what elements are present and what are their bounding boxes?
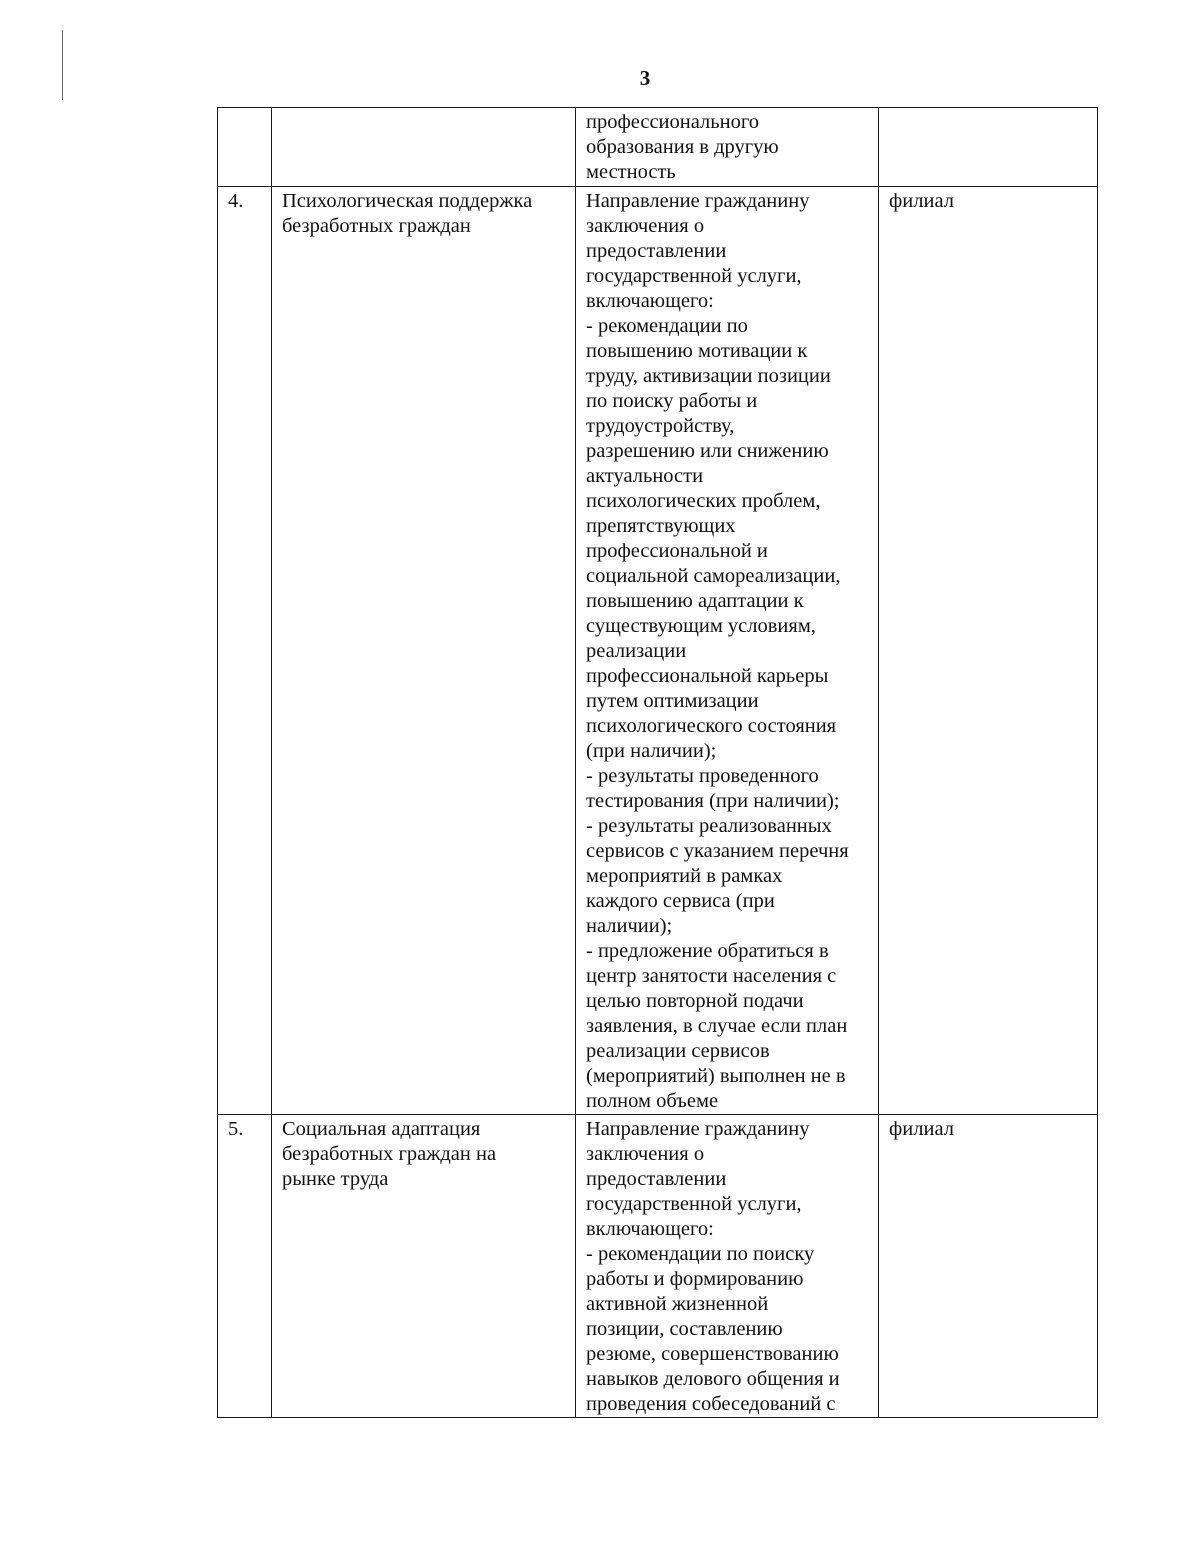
- text-line: профессиональной и: [586, 540, 768, 562]
- text-line: резюме, совершенствованию: [586, 1343, 839, 1365]
- text-line: (мероприятий) выполнен не в: [586, 1065, 846, 1087]
- text-line: включающего:: [586, 1218, 714, 1240]
- text-line: разрешению или снижению: [586, 440, 829, 462]
- text-line: путем оптимизации: [586, 690, 759, 712]
- text-line: повышению мотивации к: [586, 340, 808, 362]
- text-line: мероприятий в рамках: [586, 865, 783, 887]
- text-line: заключения о: [586, 1143, 705, 1165]
- executor-cell: филиал: [879, 187, 1098, 1115]
- text-line: навыков делового общения и: [586, 1368, 840, 1390]
- executor-cell: [879, 108, 1098, 187]
- result-cell: [576, 187, 879, 1115]
- text-line: - рекомендации по поиску: [586, 1243, 815, 1265]
- services-table: [217, 107, 1098, 1418]
- table-row: [218, 1115, 1098, 1418]
- text-line: рынке труда: [282, 1168, 389, 1190]
- text-line: полном объеме: [586, 1090, 719, 1112]
- text-line: труду, активизации позиции: [586, 365, 831, 387]
- text-line: центр занятости населения с: [586, 965, 837, 987]
- text-line: социальной самореализации,: [586, 565, 841, 587]
- text-line: психологических проблем,: [586, 490, 821, 512]
- text-line: предоставлении: [586, 240, 727, 262]
- text-line: повышению адаптации к: [586, 590, 804, 612]
- text-line: предоставлении: [586, 1168, 727, 1190]
- row-number-cell: 4.: [218, 187, 272, 1115]
- text-line: - результаты реализованных: [586, 815, 832, 837]
- row-number-cell: [218, 108, 272, 187]
- text-line: проведения собеседований с: [586, 1393, 836, 1415]
- text-line: образования в другую: [586, 136, 779, 158]
- text-line: работы и формированию: [586, 1268, 804, 1290]
- row-number-cell: 5.: [218, 1115, 272, 1418]
- text-line: препятствующих: [586, 515, 736, 537]
- text-line: включающего:: [586, 290, 714, 312]
- text-line: безработных граждан: [282, 215, 471, 237]
- page-number: 3: [639, 66, 651, 90]
- result-cell: [576, 1115, 879, 1418]
- text-line: (при наличии);: [586, 740, 717, 762]
- text-line: государственной услуги,: [586, 1193, 802, 1215]
- text-line: актуальности: [586, 465, 704, 487]
- text-line: - рекомендации по: [586, 315, 748, 337]
- text-line: каждого сервиса (при: [586, 890, 775, 912]
- text-line: реализации сервисов: [586, 1040, 770, 1062]
- executor-cell: филиал: [879, 1115, 1098, 1418]
- text-line: местность: [586, 161, 676, 183]
- text-line: реализации: [586, 640, 687, 662]
- text-line: позиции, составлению: [586, 1318, 783, 1340]
- result-cell: [576, 108, 879, 187]
- text-line: заключения о: [586, 215, 705, 237]
- text-line: безработных граждан на: [282, 1143, 497, 1165]
- text-line: целью повторной подачи: [586, 990, 804, 1012]
- text-line: психологического состояния: [586, 715, 837, 737]
- text-line: Социальная адаптация: [282, 1118, 481, 1140]
- table-row: [218, 187, 1098, 1115]
- text-line: Направление гражданину: [586, 190, 810, 212]
- text-line: - предложение обратиться в: [586, 940, 829, 962]
- text-line: государственной услуги,: [586, 265, 802, 287]
- text-line: Психологическая поддержка: [282, 190, 533, 212]
- text-line: профессионального: [586, 111, 759, 133]
- text-line: - результаты проведенного: [586, 765, 819, 787]
- text-line: заявления, в случае если план: [586, 1015, 848, 1037]
- service-name-cell: [272, 108, 576, 187]
- text-line: активной жизненной: [586, 1293, 769, 1315]
- service-name-cell: [272, 1115, 576, 1418]
- text-line: по поиску работы и: [586, 390, 758, 412]
- table-row: [218, 108, 1098, 187]
- text-line: тестирования (при наличии);: [586, 790, 840, 812]
- text-line: трудоустройству,: [586, 415, 735, 437]
- text-line: профессиональной карьеры: [586, 665, 829, 687]
- text-line: наличии);: [586, 915, 673, 937]
- text-line: существующим условиям,: [586, 615, 816, 637]
- text-line: Направление гражданину: [586, 1118, 810, 1140]
- service-name-cell: [272, 187, 576, 1115]
- text-line: сервисов с указанием перечня: [586, 840, 849, 862]
